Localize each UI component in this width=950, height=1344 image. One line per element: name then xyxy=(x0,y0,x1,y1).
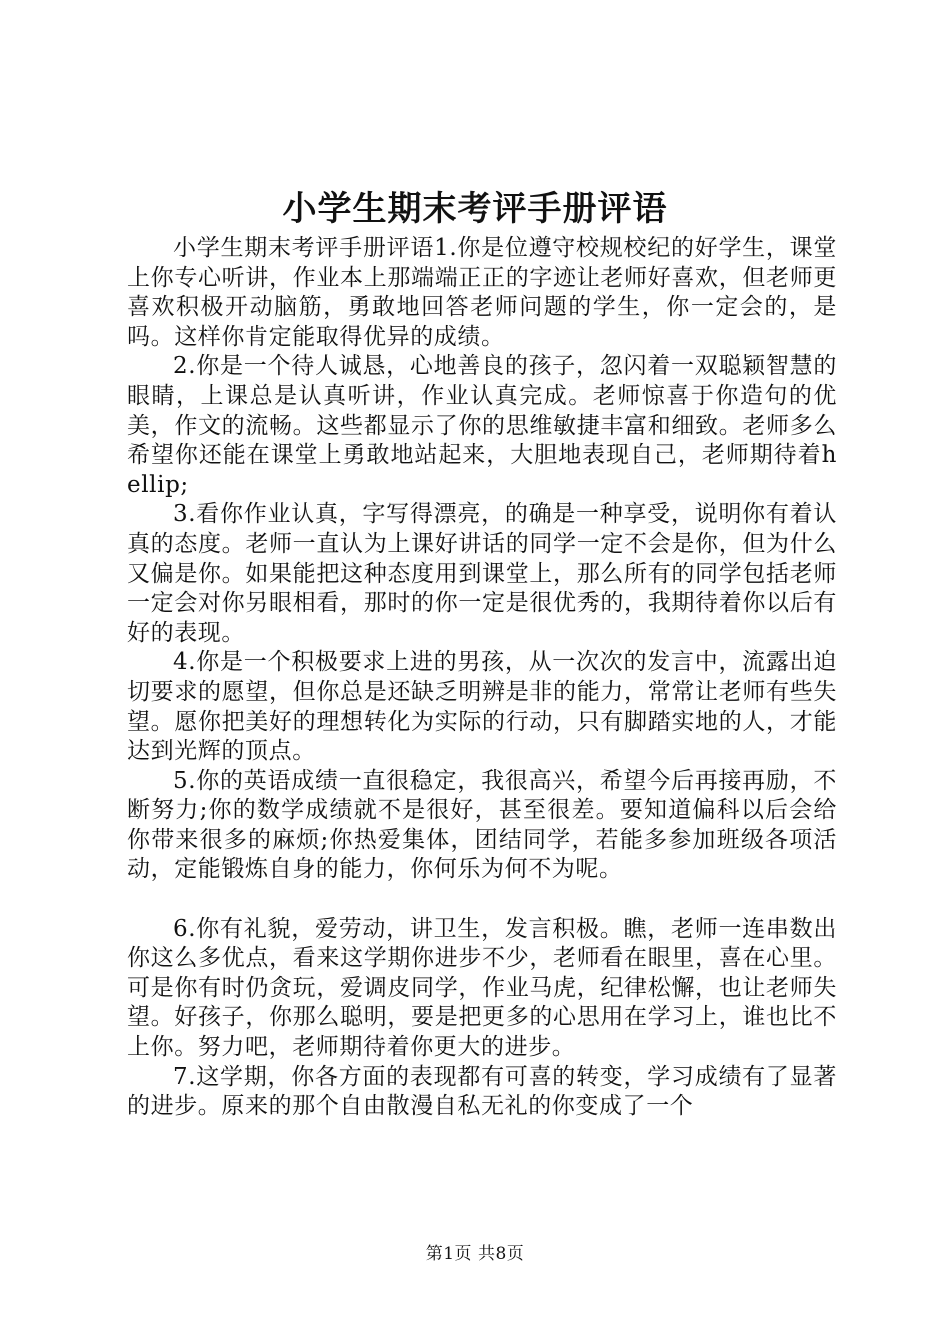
document-title: 小学生期末考评手册评语 xyxy=(282,189,668,229)
page-number-footer: 第1页 共8页 xyxy=(425,1244,525,1264)
paragraph-2: 2.你是一个待人诚恳，心地善良的孩子，忽闪着一双聪颖智慧的眼睛，上课总是认真听讲，作业认真完成。老师惊喜于你造句的优美，作文的流畅。这些都显示了你的思维敏捷丰富和细致。老师多么希望你还能在课堂上勇敢地站起来，大胆地表现自己，老师期待着hellip; xyxy=(127,353,837,498)
paragraph-5: 5.你的英语成绩一直很稳定，我很高兴，希望今后再接再励，不断努力;你的数学成绩就不是很好，甚至很差。要知道偏科以后会给你带来很多的麻烦;你热爱集体，团结同学，若能多参加班级各项活动，定能锻炼自身的能力，你何乐为何不为呢。 xyxy=(127,767,837,883)
paragraph-3: 3.看你作业认真，字写得漂亮，的确是一种享受，说明你有着认真的态度。老师一直认为上课好讲话的同学一定不会是你，但为什么又偏是你。如果能把这种态度用到课堂上，那么所有的同学包括老师一定会对你另眼相看，那时的你一定是很优秀的，我期待着你以后有好的表现。 xyxy=(127,501,837,646)
paragraph-7: 7.这学期，你各方面的表现都有可喜的转变，学习成绩有了显著的进步。原来的那个自由散漫自私无礼的你变成了一个 xyxy=(127,1063,837,1120)
paragraph-1: 小学生期末考评手册评语1.你是位遵守校规校纪的好学生，课堂上你专心听讲，作业本上那端端正正的字迹让老师好喜欢，但老师更喜欢积极开动脑筋，勇敢地回答老师问题的学生，你一定会的，是吗。这样你肯定能取得优异的成绩。 xyxy=(127,235,837,350)
paragraph-4: 4.你是一个积极要求上进的男孩，从一次次的发言中，流露出迫切要求的愿望，但你总是还缺乏明辨是非的能力，常常让老师有些失望。愿你把美好的理想转化为实际的行动，只有脚踏实地的人，才能达到光辉的顶点。 xyxy=(127,649,837,765)
document-body xyxy=(127,234,837,1122)
paragraph-6: 6.你有礼貌，爱劳动，讲卫生，发言积极。瞧，老师一连串数出你这么多优点，看来这学期你进步不少，老师看在眼里，喜在心里。可是你有时仍贪玩，爱调皮同学，作业马虎，纪律松懈，也让老师失望。好孩子，你那么聪明，要是把更多的心思用在学习上，谁也比不上你。努力吧，老师期待着你更大的进步。 xyxy=(127,915,837,1061)
